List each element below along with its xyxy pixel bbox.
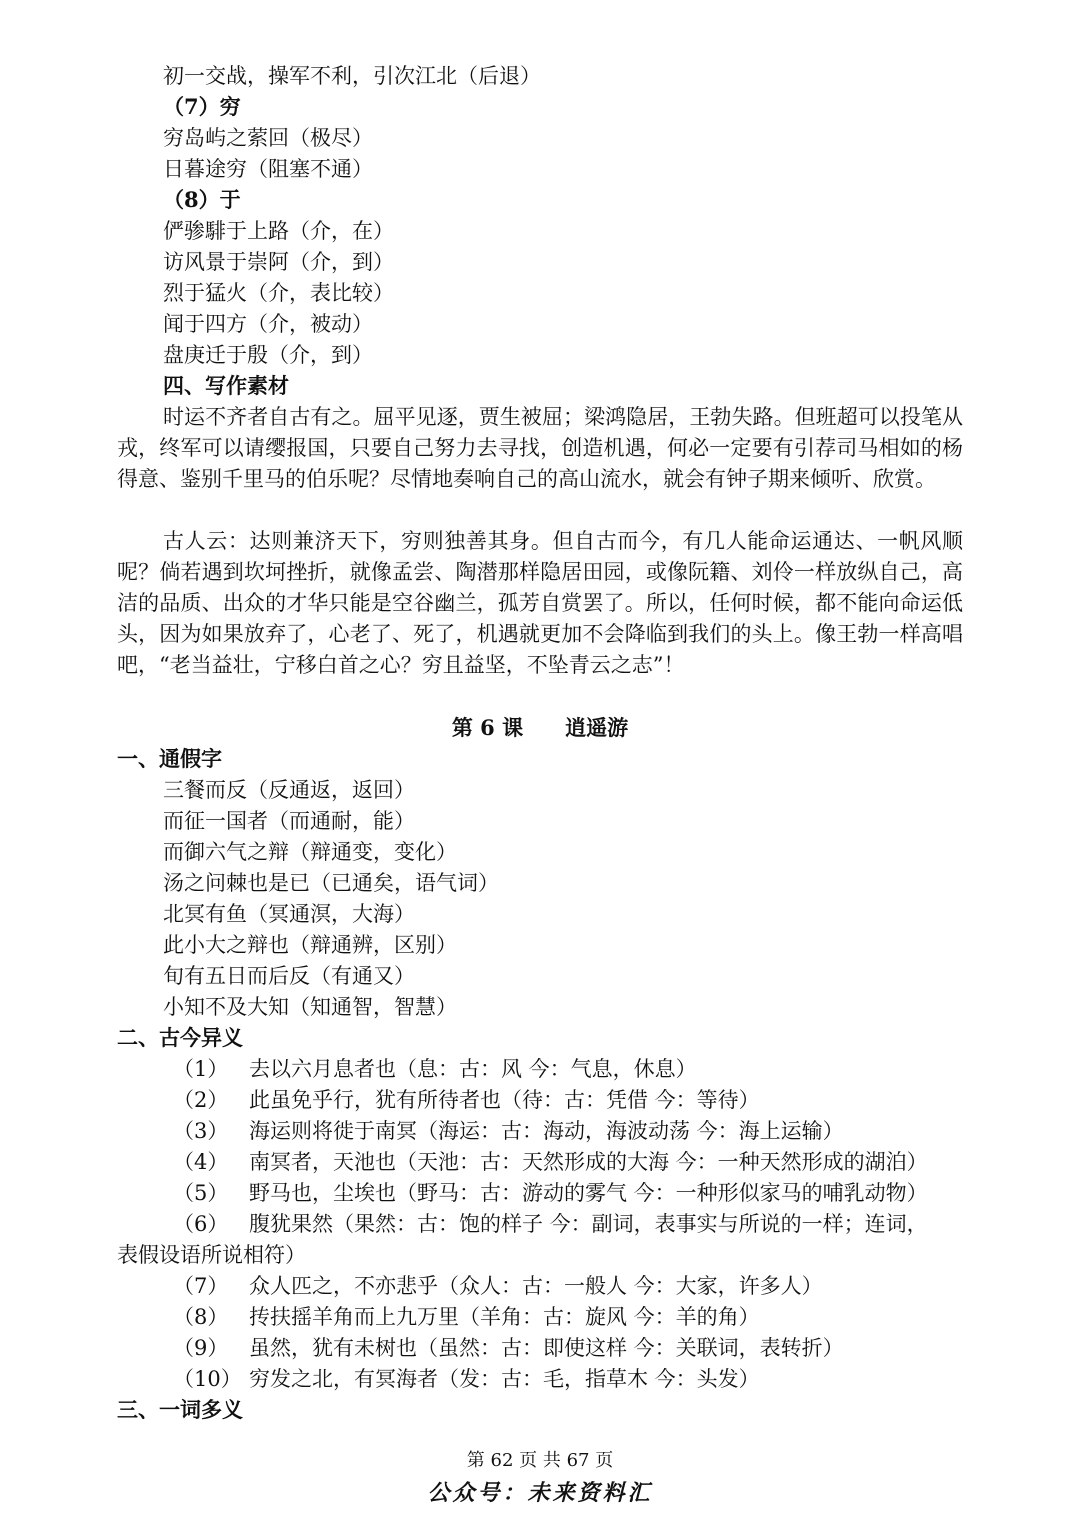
list-item: 而征一国者（而通耐，能） — [163, 809, 415, 833]
text-line: 穷岛屿之萦回（极尽） — [163, 126, 373, 150]
list-item: 穷发之北，有冥海者（发：古：毛，指草木 今：头发） — [249, 1367, 760, 1391]
list-item: 而御六气之辩（辩通变，变化） — [163, 840, 457, 864]
list-item: 南冥者，天池也（天池：古：天然形成的大海 今：一种天然形成的湖泊） — [249, 1150, 928, 1174]
paragraph: 古人云：达则兼济天下，穷则独善其身。但自古而今，有几人能命运通达、一帆风顺呢？倘若遇到坎坷挫折，就像孟尝、陶潜那样隐居田园，或像阮籍、刘伶一样放纵自己，高洁的品质、出众的才华只能是空谷幽兰，孤芳自赏罢了。所以，任何时候，都不能向命运低头，因为如果放弃了，心老了、死了，机遇就更加不会降临到我们的头上。像王勃一样高唱吧，“老当益壮，宁移白首之心？穷且益坚，不坠青云之志”！ — [117, 529, 963, 677]
list-item: 访风景于崇阿（介，到） — [163, 250, 394, 274]
paragraph: 时运不齐者自古有之。屈平见逐，贾生被屈；梁鸿隐居，王勃失路。但班超可以投笔从戎，终军可以请缨报国，只要自己努力去寻找，创造机遇，何必一定要有引荐司马相如的杨得意、鉴别千里马的伯乐呢？尽情地奏响自己的高山流水，就会有钟子期来倾听、欣赏。 — [117, 405, 963, 491]
item-number: （5） — [173, 1181, 229, 1205]
list-item-continuation: 表假设语所说相符） — [117, 1243, 306, 1267]
list-item: 汤之问棘也是已（已通矣，语气词） — [163, 871, 499, 895]
list-item: 此虽免乎行，犹有所待者也（待：古：凭借 今：等待） — [249, 1088, 760, 1112]
list-item: 俨骖騑于上路（介，在） — [163, 219, 394, 243]
section-heading: 一、通假字 — [117, 746, 222, 771]
text-line: 日暮途穷（阻塞不通） — [163, 157, 373, 181]
list-item: 海运则将徙于南冥（海运：古：海动，海波动荡 今：海上运输） — [249, 1119, 844, 1143]
list-item: 众人匹之，不亦悲乎（众人：古：一般人 今：大家，许多人） — [249, 1274, 823, 1298]
item-number: （4） — [173, 1150, 229, 1174]
item-number: （1） — [173, 1057, 229, 1081]
subheading-yu: （8）于 — [163, 187, 241, 212]
item-number: （3） — [173, 1119, 229, 1143]
section-heading: 二、古今异义 — [117, 1025, 243, 1050]
list-item: 此小大之辩也（辩通辨，区别） — [163, 933, 457, 957]
list-item: 北冥有鱼（冥通溟，大海） — [163, 902, 415, 926]
lesson-name: 逍遥游 — [565, 715, 629, 740]
item-number: （10） — [173, 1367, 242, 1391]
footer-brand: 公众号：未来资料汇 — [427, 1480, 653, 1506]
list-item: 抟扶摇羊角而上九万里（羊角：古：旋风 今：羊的角） — [249, 1305, 760, 1329]
list-item: 闻于四方（介，被动） — [163, 312, 373, 336]
list-item: 虽然，犹有未树也（虽然：古：即使这样 今：关联词，表转折） — [249, 1336, 844, 1360]
section-heading-writing: 四、写作素材 — [163, 373, 289, 398]
lesson-number: 第 6 课 — [451, 715, 524, 740]
list-item: 盘庚迁于殷（介，到） — [163, 343, 373, 367]
list-item: 烈于猛火（介，表比较） — [163, 281, 394, 305]
subheading-qiong: （7）穷 — [163, 94, 241, 119]
item-number: （9） — [173, 1336, 229, 1360]
list-item: 腹犹果然（果然：古：饱的样子 今：副词，表事实与所说的一样；连词， — [249, 1212, 928, 1236]
item-number: （2） — [173, 1088, 229, 1112]
page-number: 第 62 页 共 67 页 — [466, 1450, 614, 1471]
list-item: 野马也，尘埃也（野马：古：游动的雾气 今：一种形似家马的哺乳动物） — [249, 1181, 928, 1205]
item-number: （7） — [173, 1274, 229, 1298]
text-line: 初一交战，操军不利，引次江北（后退） — [163, 64, 541, 88]
lesson-title — [0, 713, 1080, 743]
list-item: 旬有五日而后反（有通又） — [163, 964, 415, 988]
list-item: 去以六月息者也（息：古：风 今：气息，休息） — [249, 1057, 697, 1081]
item-number: （6） — [173, 1212, 229, 1236]
list-item: 小知不及大知（知通智，智慧） — [163, 995, 457, 1019]
item-number: （8） — [173, 1305, 229, 1329]
section-heading: 三、一词多义 — [117, 1397, 243, 1422]
list-item: 三餐而反（反通返，返回） — [163, 778, 415, 802]
